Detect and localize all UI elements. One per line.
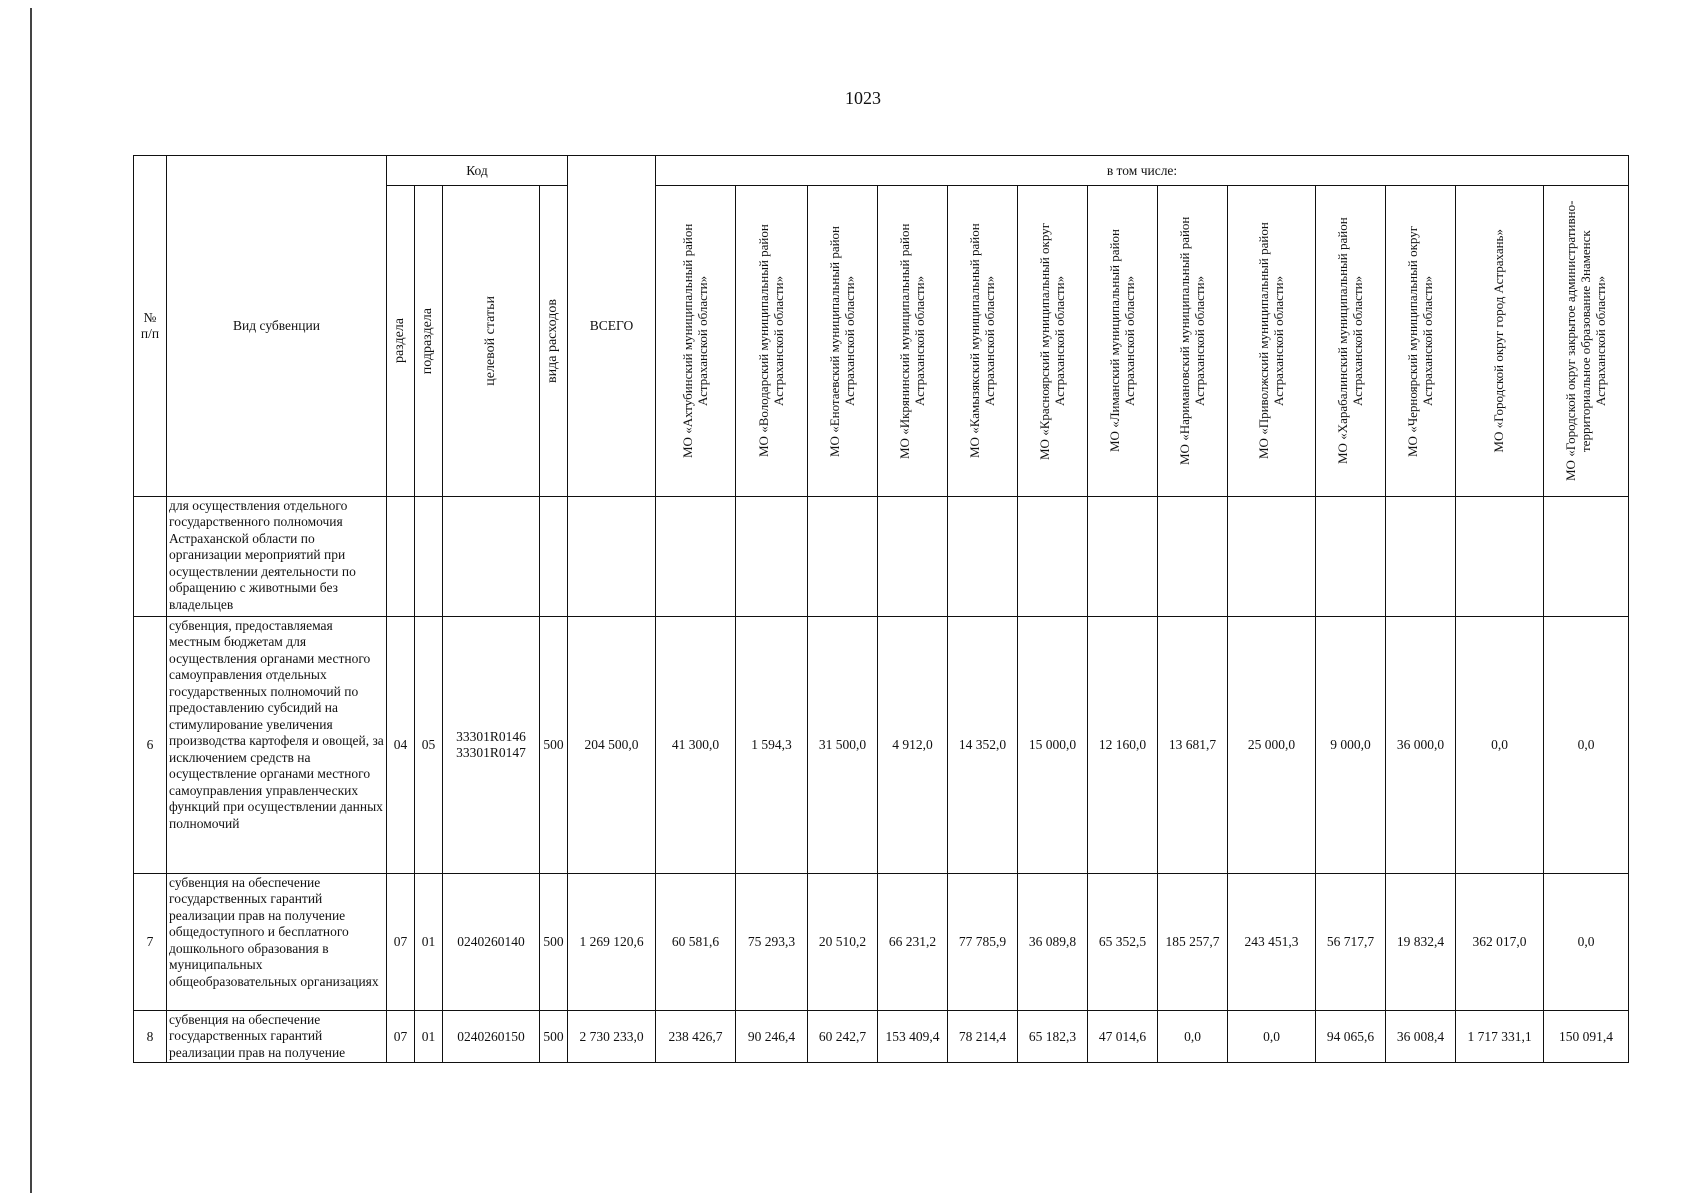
row-municipality-value: 0,0 [1228,1011,1316,1063]
row-municipality-value: 66 231,2 [878,874,948,1011]
header-municipality-label: МО «Камызякский муниципальный район Астраханской области» [966,223,997,459]
row-target-article [443,497,540,617]
row-total: 2 730 233,0 [568,1011,656,1063]
row-municipality-value [1456,497,1544,617]
row-target-article: 33301R0146 33301R0147 [443,617,540,874]
row-municipality-value: 60 242,7 [808,1011,878,1063]
header-municipality [808,186,878,497]
row-municipality-value: 15 000,0 [1018,617,1088,874]
row-municipality-value: 243 451,3 [1228,874,1316,1011]
row-municipality-value: 31 500,0 [808,617,878,874]
header-municipality [1316,186,1386,497]
row-podrazdel: 01 [415,1011,443,1063]
row-description: субвенция на обеспечение государственных гарантий реализации прав на получение общедоступного и бесплатного дошкольного образования в муниципальных общеобразовательных организациях [167,874,387,1011]
row-target-article: 0240260140 [443,874,540,1011]
row-municipality-value: 90 246,4 [736,1011,808,1063]
row-municipality-value: 185 257,7 [1158,874,1228,1011]
header-municipality-label: МО «Володарский муниципальный район Астраханской области» [755,224,786,458]
header-code-col [443,186,540,497]
row-municipality-value: 56 717,7 [1316,874,1386,1011]
row-municipality-value: 77 785,9 [948,874,1018,1011]
row-municipality-value: 36 000,0 [1386,617,1456,874]
header-municipality-label: МО «Лиманский муниципальный район Астраханской области» [1106,229,1137,453]
row-description: для осуществления отдельного государственного полномочия Астраханской области по организации мероприятий при осуществлении деятельности по обращению с животными без владельцев [167,497,387,617]
row-municipality-value: 41 300,0 [656,617,736,874]
header-code-col [540,186,568,497]
row-municipality-value: 0,0 [1544,874,1629,1011]
header-num [134,156,167,497]
table-row [134,617,1629,874]
row-municipality-value: 14 352,0 [948,617,1018,874]
header-municipality-label: МО «Красноярский муниципальный округ Астраханской области» [1036,222,1067,460]
row-municipality-value: 25 000,0 [1228,617,1316,874]
row-vid-rashodov: 500 [540,1011,568,1063]
row-municipality-value [948,497,1018,617]
row-municipality-value: 20 510,2 [808,874,878,1011]
row-municipality-value: 36 089,8 [1018,874,1088,1011]
header-municipality-label: МО «Наримановский муниципальный район Астраханской области» [1176,216,1207,466]
row-municipality-value: 153 409,4 [878,1011,948,1063]
header-municipality [1158,186,1228,497]
row-description: субвенция, предоставляемая местным бюджетам для осуществления органами местного самоуправления отдельных государственных полномочий по предоставлению субсидий на стимулирование увеличения производства картофеля и овощей, за исключением средств на осуществление органами местного самоуправления управленческих функций при осуществлении данных полномочий [167,617,387,874]
header-municipality [878,186,948,497]
row-vid-rashodov: 500 [540,617,568,874]
header-type [167,156,387,497]
header-code [387,156,568,186]
row-municipality-value [1018,497,1088,617]
header-municipality [1456,186,1544,497]
row-municipality-value: 36 008,4 [1386,1011,1456,1063]
row-municipality-value: 1 594,3 [736,617,808,874]
row-municipality-value [808,497,878,617]
row-podrazdel: 05 [415,617,443,874]
header-code-col-label: раздела [392,318,408,364]
header-municipality-label: МО «Ахтубинский муниципальный район Астраханской области» [679,223,710,459]
row-municipality-value: 12 160,0 [1088,617,1158,874]
binding-margin-line [30,8,32,1193]
row-municipality-value [1316,497,1386,617]
row-municipality-value [736,497,808,617]
row-municipality-value [878,497,948,617]
row-total: 204 500,0 [568,617,656,874]
row-municipality-value: 9 000,0 [1316,617,1386,874]
row-number [134,497,167,617]
header-municipality [948,186,1018,497]
header-code-col-label: вида расходов [545,299,561,383]
header-municipality-label: МО «Приволжский муниципальный район Астраханской области» [1255,222,1286,460]
header-municipality-label: МО «Харабалинский муниципальный район Астраханской области» [1334,217,1365,465]
row-municipality-value: 19 832,4 [1386,874,1456,1011]
row-municipality-value: 65 182,3 [1018,1011,1088,1063]
row-razdel: 04 [387,617,415,874]
row-total [568,497,656,617]
header-municipality [1088,186,1158,497]
header-municipality [1544,186,1629,497]
row-municipality-value [656,497,736,617]
row-razdel: 07 [387,1011,415,1063]
row-vid-rashodov: 500 [540,874,568,1011]
row-total: 1 269 120,6 [568,874,656,1011]
row-municipality-value [1386,497,1456,617]
row-podrazdel [415,497,443,617]
row-target-article: 0240260150 [443,1011,540,1063]
row-municipality-value: 0,0 [1544,617,1629,874]
table-row [134,497,1629,617]
row-municipality-value: 4 912,0 [878,617,948,874]
header-municipality-label: МО «Енотаевский муниципальный район Астраханской области» [826,225,857,457]
header-municipality-label: МО «Городской округ закрытое административно-территориальное образование Знаменск Астраханской области» [1562,200,1608,482]
row-razdel: 07 [387,874,415,1011]
header-municipality [656,186,736,497]
row-municipality-value: 238 426,7 [656,1011,736,1063]
row-municipality-value: 60 581,6 [656,874,736,1011]
row-municipality-value [1088,497,1158,617]
header-municipality [1228,186,1316,497]
row-municipality-value: 13 681,7 [1158,617,1228,874]
row-number: 7 [134,874,167,1011]
page-number: 1023 [845,88,881,108]
header-municipality-label: МО «Икрянинский муниципальный район Астраханской области» [896,223,927,459]
subvention-table [133,155,1629,1063]
row-municipality-value: 47 014,6 [1088,1011,1158,1063]
row-municipality-value [1158,497,1228,617]
header-code-col-label: целевой статьи [482,296,498,386]
header-total [568,156,656,497]
row-municipality-value [1228,497,1316,617]
header-total-label: ВСЕГО [589,318,634,333]
row-description: субвенция на обеспечение государственных гарантий реализации прав на получение [167,1011,387,1063]
header-code-col-label: подраздела [420,307,436,375]
row-razdel [387,497,415,617]
row-number: 6 [134,617,167,874]
row-municipality-value: 0,0 [1456,617,1544,874]
row-vid-rashodov [540,497,568,617]
row-municipality-value: 362 017,0 [1456,874,1544,1011]
header-municipality [1386,186,1456,497]
header-code-col [415,186,443,497]
header-code-col [387,186,415,497]
header-code-label: Код [466,162,488,178]
row-municipality-value: 94 065,6 [1316,1011,1386,1063]
row-municipality-value: 150 091,4 [1544,1011,1629,1063]
table-row [134,1011,1629,1063]
row-municipality-value: 0,0 [1158,1011,1228,1063]
row-municipality-value: 1 717 331,1 [1456,1011,1544,1063]
row-municipality-value: 65 352,5 [1088,874,1158,1011]
header-num-label: № п/п [140,310,160,341]
row-number: 8 [134,1011,167,1063]
header-municipality-label: МО «Городской округ город Астрахань» [1491,229,1507,453]
row-podrazdel: 01 [415,874,443,1011]
header-type-label: Вид субвенции [233,318,320,333]
row-municipality-value [1544,497,1629,617]
header-municipality [736,186,808,497]
header-including [656,156,1629,186]
header-including-label: в том числе: [1106,162,1178,178]
table-row [134,874,1629,1011]
row-municipality-value: 75 293,3 [736,874,808,1011]
header-municipality-label: МО «Черноярский муниципальный округ Астраханской области» [1404,225,1435,457]
header-municipality [1018,186,1088,497]
row-municipality-value: 78 214,4 [948,1011,1018,1063]
